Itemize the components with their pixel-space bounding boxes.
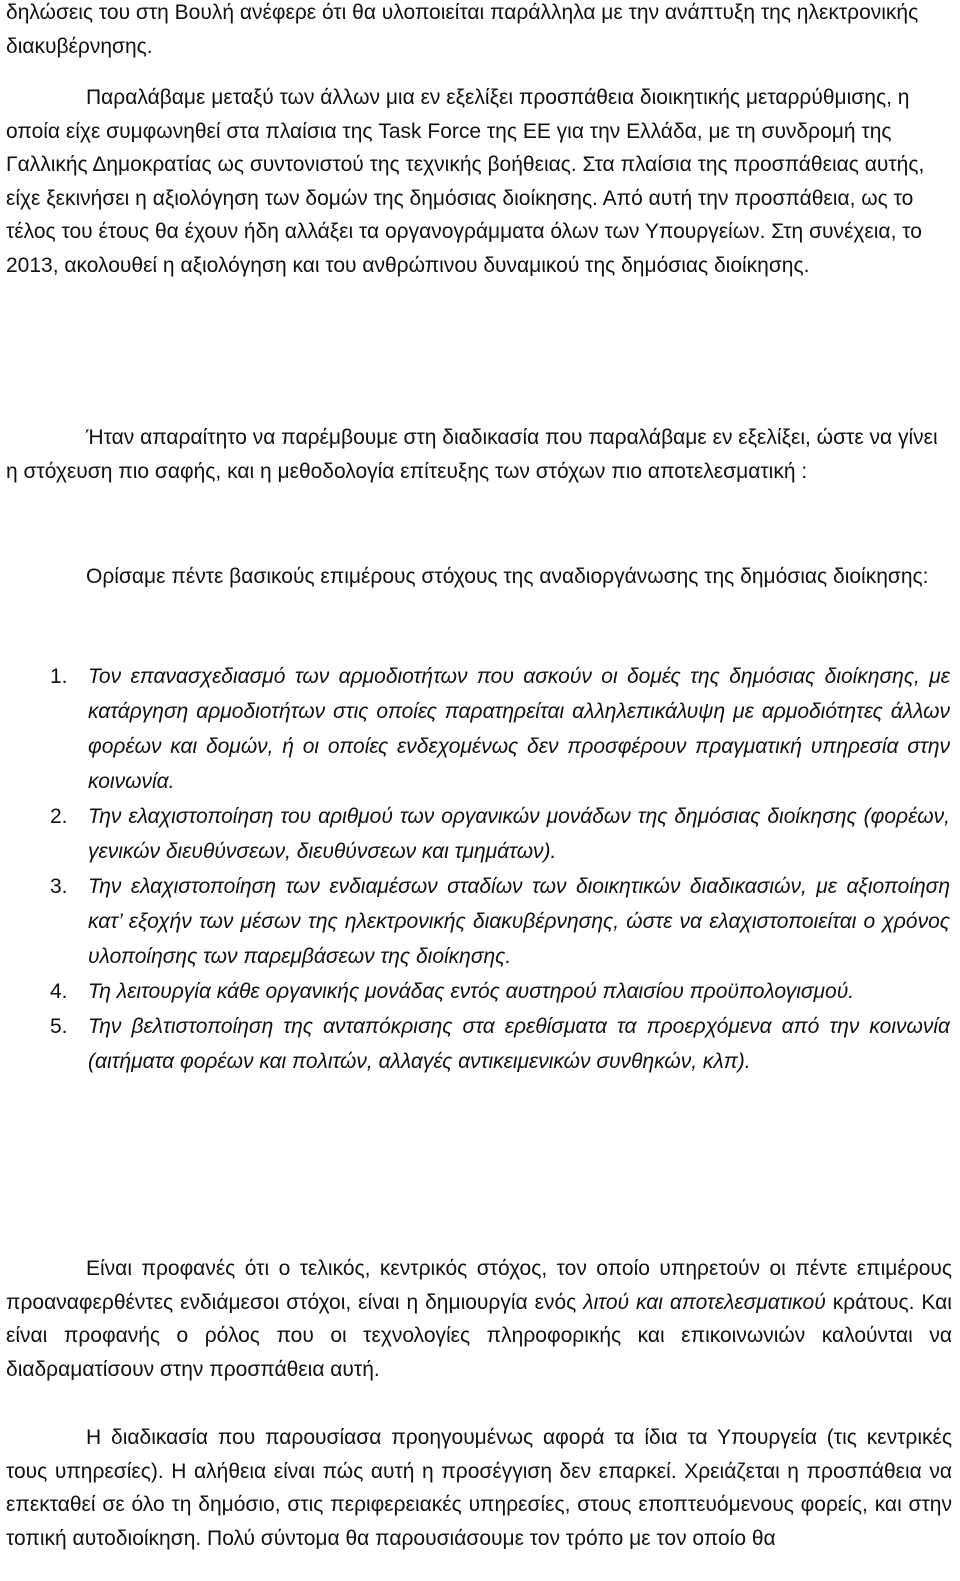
- list-item: [50, 869, 950, 974]
- list-text: Την βελτιστοποίηση της ανταπόκρισης στα ερεθίσματα τα προερχόμενα από την κοινωνία (αιτήματα φορέων και πολιτών, αλλαγές αντικειμενικών συνθηκών, κλπ).: [88, 1015, 950, 1073]
- list-number: 5.: [50, 1015, 68, 1038]
- goals-list: [50, 659, 950, 1079]
- list-number: 1.: [50, 665, 68, 688]
- list-item: [50, 974, 950, 1009]
- paragraph-process: Η διαδικασία που παρουσίασα προηγουμένως αφορά τα ίδια τα Υπουργεία (τις κεντρικές τους υπηρεσίες). Η αλήθεια είναι πώς αυτή η προσέγγιση δεν επαρκεί. Χρειάζεται η προσπάθεια να επεκταθεί σε όλο τη δημόσιο, στις περιφερειακές υπηρεσίες, στους εποπτευόμενους φορείς, και στην τοπική αυτοδιοίκηση. Πολύ σύντομα θα παρουσιάσουμε τον τρόπο με τον οποίο θα: [6, 1426, 952, 1550]
- list-item: [50, 799, 950, 869]
- list-text: Την ελαχιστοποίηση του αριθμού των οργανικών μονάδων της δημόσιας διοίκησης (φορέων, γενικών διευθύνσεων, διευθύνσεων και τμημάτων).: [88, 805, 950, 863]
- paragraph-goals-intro: Ορίσαμε πέντε βασικούς επιμέρους στόχους της αναδιοργάνωσης της δημόσιας διοίκησης:: [86, 565, 929, 588]
- paragraph-top: δηλώσεις του στη Βουλή ανέφερε ότι θα υλοποιείται παράλληλα με την ανάπτυξη της ηλεκτρονικής διακυβέρνησης.: [6, 1, 919, 58]
- list-number: 3.: [50, 875, 68, 898]
- paragraph-necessary: Ήταν απαραίτητο να παρέμβουμε στη διαδικασία που παραλάβαμε εν εξελίξει, ώστε να γίνει η στόχευση πιο σαφής, και η μεθοδολογία επίτευξης των στόχων πιο αποτελεσματική :: [6, 426, 938, 483]
- list-text: Τη λειτουργία κάθε οργανικής μονάδας εντός αυστηρού πλαισίου προϋπολογισμού.: [88, 980, 855, 1003]
- list-text: Τον επανασχεδιασμό των αρμοδιοτήτων που ασκούν οι δομές της δημόσιας διοίκησης, με κατάργηση αρμοδιοτήτων στις οποίες παρατηρείται αλληλεπικάλυψη με αρμοδιότητες άλλων φορέων και δομών, ή οι οποίες ενδεχομένως δεν προσφέρουν πραγματική υπηρεσία στην κοινωνία.: [88, 665, 950, 793]
- list-number: 2.: [50, 805, 68, 828]
- paragraph-obvious-emphasis: λιτού και αποτελεσματικού: [583, 1290, 826, 1314]
- paragraph-obvious: [6, 1252, 952, 1386]
- paragraph-obvious-text-1: Είναι προφανές ότι ο τελικός, κεντρικός στόχος, τον οποίο υπηρετούν οι πέντε επιμέρους προαναφερθέντες ενδιάμεσοι στόχοι, είναι η δημιουργία ενός: [6, 1257, 952, 1314]
- paragraph-obvious-text-2: κράτους. Και είναι προφανής ο ρόλος που οι τεχνολογίες πληροφορικής και επικοινωνιών καλούνται να διαδραματίσουν στην προσπάθεια αυτή.: [6, 1290, 952, 1381]
- list-number: 4.: [50, 980, 68, 1003]
- list-item: [50, 1009, 950, 1079]
- list-item: [50, 659, 950, 799]
- list-text: Την ελαχιστοποίηση των ενδιαμέσων σταδίων των διοικητικών διαδικασιών, με αξιοποίηση κατ’ εξοχήν των μέσων της ηλεκτρονικής διακυβέρνησης, ώστε να ελαχιστοποιείται ο χρόνος υλοποίησης των παρεμβάσεων της διοίκησης.: [88, 875, 950, 968]
- paragraph-reform: Παραλάβαμε μεταξύ των άλλων μια εν εξελίξει προσπάθεια διοικητικής μεταρρύθμισης, η οποία είχε συμφωνηθεί στα πλαίσια της Task Force της ΕΕ για την Ελλάδα, με τη συνδρομή της Γαλλικής Δημοκρατίας ως συντονιστού της τεχνικής βοήθειας. Στα πλαίσια της προσπάθειας αυτής, είχε ξεκινήσει η αξιολόγηση των δομών της δημόσιας διοίκησης. Από αυτή την προσπάθεια, ως το τέλος του έτους θα έχουν ήδη αλλάξει τα οργανογράμματα όλων των Υπουργείων. Στη συνέχεια, το 2013, ακολουθεί η αξιολόγηση και του ανθρώπινου δυναμικού της δημόσιας διοίκησης.: [6, 86, 925, 277]
